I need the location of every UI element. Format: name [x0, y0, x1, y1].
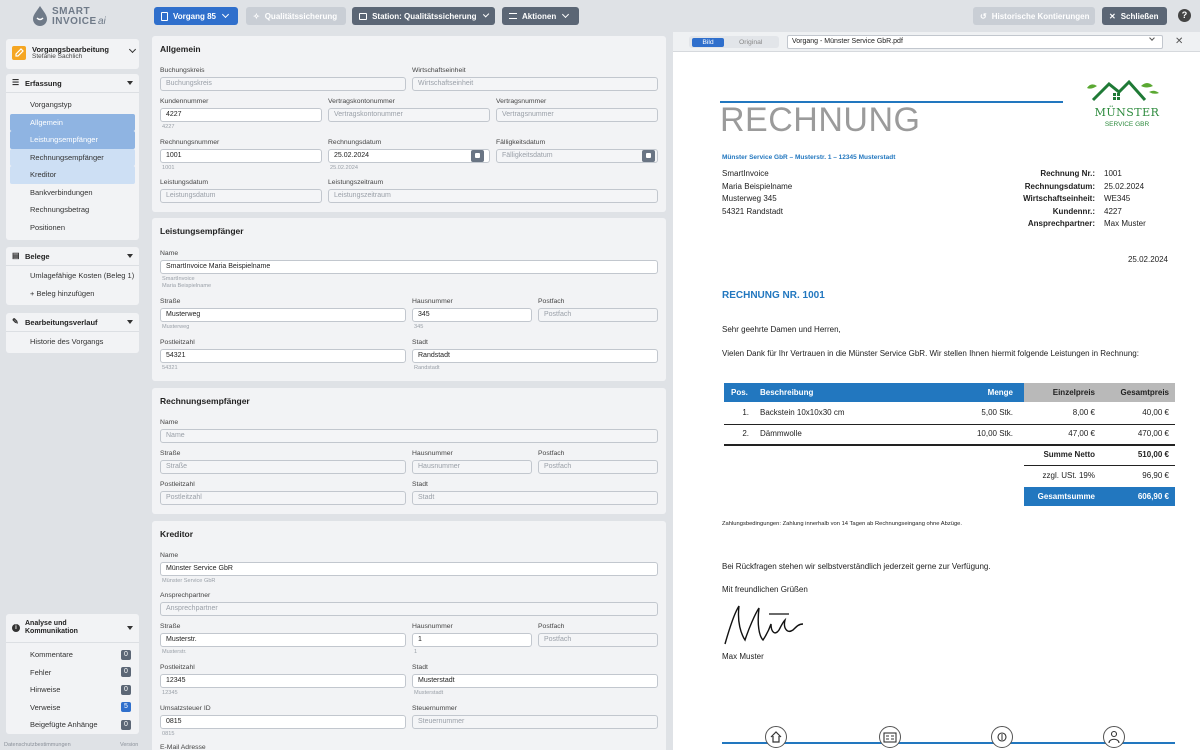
field-hint: 25.02.2024	[330, 165, 358, 171]
field-hint: 12345	[162, 690, 178, 696]
stadt-input[interactable]: Randstadt	[412, 349, 658, 363]
logo-name: MÜNSTER	[1094, 106, 1160, 119]
cell-qty: 10,00 Stk.	[976, 429, 1013, 438]
file-select[interactable]	[787, 35, 1163, 49]
field-label: Stadt	[412, 339, 428, 346]
field-hint: 1001	[162, 165, 175, 171]
sidebar-item-historie[interactable]: Historie des Vorgangs	[30, 337, 104, 347]
caret-down-icon	[127, 626, 133, 630]
calendar-icon[interactable]	[642, 150, 655, 162]
th-total: Gesamtpreis	[1120, 388, 1169, 397]
ust-id-input[interactable]: 0815	[160, 715, 406, 729]
th-desc: Beschreibung	[760, 388, 814, 397]
field-label: Name	[160, 419, 179, 426]
buchungskreis-input[interactable]: Buchungskreis	[160, 77, 406, 91]
cell-total: 470,00 €	[1137, 429, 1169, 438]
sidebar-item-kreditor[interactable]: Kreditor	[10, 166, 135, 184]
verlauf-title: Bearbeitungsverlauf	[25, 317, 98, 327]
field-label: Hausnummer	[412, 298, 453, 305]
meta-key: Wirtschaftseinheit:	[1023, 194, 1095, 203]
verlauf-card	[6, 313, 139, 353]
signature	[719, 600, 815, 648]
plz-input[interactable]: 54321	[160, 349, 406, 363]
field-label: Hausnummer	[412, 450, 453, 457]
vertragskonto-input[interactable]: Vertragskontonummer	[328, 108, 490, 122]
field-label: Rechnungsdatum	[328, 139, 382, 146]
sidebar-item-hinweise[interactable]	[10, 681, 135, 699]
privacy-link[interactable]: Datenschutzbestimmungen	[4, 742, 71, 748]
closing-line: Bei Rückfragen stehen wir selbstverständlich jederzeit gerne zur Verfügung.	[722, 562, 991, 571]
field-hint: 4227	[162, 124, 175, 130]
document-viewer	[673, 32, 1200, 750]
strasse-input[interactable]: Musterweg	[160, 308, 406, 322]
logo-sub: SERVICE GBR	[1104, 121, 1150, 128]
field-label: Fälligkeitsdatum	[496, 139, 546, 146]
field-hint: Musterweg	[162, 324, 190, 330]
meta-key: Rechnungsdatum:	[1024, 181, 1095, 191]
analyse-card	[6, 614, 139, 734]
field-hint: 345	[414, 324, 424, 330]
recipient-line: SmartInvoice	[722, 169, 769, 178]
cell-unit: 8,00 €	[1072, 408, 1095, 417]
close-label: Schließen	[1120, 11, 1159, 21]
sidebar-item-verweise[interactable]	[10, 699, 135, 717]
section-title: Rechnungsempfänger	[160, 396, 250, 406]
greeting: Sehr geehrte Damen und Herren,	[722, 325, 841, 334]
leistungszeitraum-input[interactable]: Leistungszeitraum	[328, 189, 658, 203]
field-hint: 54321	[162, 365, 178, 371]
qs-label: Qualitätssicherung	[264, 11, 338, 21]
allgemein-section	[152, 36, 666, 212]
sparkle-icon: ✧	[253, 11, 260, 21]
field-label: Postleitzahl	[160, 339, 195, 346]
ust-value: 96,90 €	[1142, 471, 1169, 480]
netto-value: 510,00 €	[1137, 450, 1169, 459]
payment-terms: Zahlungsbedingungen: Zahlung innerhalb von 14 Tagen ab Rechnungseingang ohne Abzüge.	[722, 521, 963, 527]
station-label: Station: Qualitätssicherung	[372, 11, 477, 21]
row-divider	[724, 424, 1175, 425]
field-label: Postfach	[538, 450, 565, 457]
field-label: E-Mail Adresse	[160, 744, 206, 750]
leistungsempfaenger-section	[152, 218, 666, 381]
sidebar-item-positionen[interactable]: Positionen	[30, 222, 66, 232]
verlauf-header[interactable]	[6, 313, 139, 331]
chevron-down-icon	[562, 11, 569, 18]
aktionen-dropdown[interactable]	[502, 7, 579, 25]
wirtschaftseinheit-input[interactable]: Wirtschaftseinheit	[412, 77, 658, 91]
sidebar-item-kommentare[interactable]	[10, 646, 135, 664]
name-input[interactable]: SmartInvoice Maria Beispielname	[160, 260, 658, 274]
contact-card-icon	[879, 726, 901, 748]
meta-value: WE345	[1104, 194, 1131, 203]
edit-icon	[12, 46, 26, 60]
field-label: Straße	[160, 298, 181, 305]
person-icon	[1103, 726, 1125, 748]
station-icon	[359, 13, 367, 20]
field-label: Stadt	[412, 481, 428, 488]
field-label: Straße	[160, 623, 181, 630]
field-label: Kundennummer	[160, 98, 209, 105]
recipient-line: Musterweg 345	[722, 194, 777, 203]
erfassung-card	[6, 74, 139, 240]
field-label: Rechnungsnummer	[160, 139, 220, 146]
th-pos: Pos.	[731, 388, 748, 397]
invoice-date: 25.02.2024	[1127, 255, 1168, 264]
top-bar	[0, 0, 1200, 32]
belege-header[interactable]	[6, 247, 139, 265]
field-label: Vertragsnummer	[496, 98, 547, 105]
chevron-down-icon	[129, 46, 136, 53]
section-title: Allgemein	[160, 44, 201, 54]
stadt-input[interactable]: Musterstadt	[412, 674, 658, 688]
ust-label: zzgl. USt. 19%	[1042, 471, 1095, 480]
meta-value: 25.02.2024	[1104, 181, 1145, 191]
sidebar-item-anhaenge[interactable]	[10, 716, 135, 734]
th-unit: Einzelpreis	[1052, 388, 1095, 397]
kreditor-section	[152, 521, 666, 750]
field-label: Hausnummer	[412, 623, 453, 630]
kommentare-label: Kommentare	[30, 650, 73, 660]
smartinvoice-logo	[30, 4, 112, 28]
field-label: Postleitzahl	[160, 481, 195, 488]
count-badge: 0	[121, 667, 131, 677]
rechnungsnummer-input[interactable]: 1001	[160, 149, 322, 163]
schliessen-button[interactable]	[1102, 7, 1167, 25]
analyse-header[interactable]	[6, 614, 139, 642]
sidebar-item-rechnungsbetrag[interactable]: Rechnungsbetrag	[30, 205, 90, 215]
home-icon	[765, 726, 787, 748]
field-hint: SmartInvoice	[162, 276, 195, 282]
logo-line1: SMART	[52, 6, 91, 17]
field-label: Ansprechpartner	[160, 592, 211, 599]
sidebar-item-vorgangstyp[interactable]: Vorgangstyp	[30, 100, 72, 110]
meta-key: Ansprechpartner:	[1027, 219, 1095, 228]
postfach-input[interactable]: Postfach	[538, 308, 658, 322]
list-icon: ☰	[12, 78, 20, 87]
invoice-heading: RECHNUNG	[720, 101, 921, 139]
analyse-title: Analyse und Kommunikation	[25, 620, 78, 635]
erfassung-title: Erfassung	[25, 78, 62, 88]
chevron-down-icon	[222, 11, 229, 18]
name-input[interactable]: Münster Service GbR	[160, 562, 658, 576]
viewer-toolbar	[673, 32, 1200, 52]
field-label: Leistungsdatum	[160, 179, 208, 186]
help-icon[interactable]: ?	[1178, 9, 1191, 22]
name-input[interactable]: Name	[160, 429, 658, 443]
caret-down-icon	[127, 81, 133, 85]
edit-history-icon: ✎	[12, 317, 19, 326]
stadt-input[interactable]: Stadt	[412, 491, 658, 505]
intro-text: Vielen Dank für Ihr Vertrauen in die Münster Service GbR. Wir stellen Ihnen hiermit folgende Leistungen in Rechnung:	[722, 349, 1139, 358]
plz-input[interactable]: 12345	[160, 674, 406, 688]
netto-label: Summe Netto	[1043, 450, 1095, 459]
cell-pos: 1.	[742, 408, 749, 417]
recipient-line: 54321 Randstadt	[722, 206, 783, 216]
ansprechpartner-input[interactable]: Ansprechpartner	[160, 602, 658, 616]
meta-key: Rechnung Nr.:	[1040, 169, 1095, 178]
qualitaetssicherung-button[interactable]	[246, 7, 346, 25]
field-hint: Randstadt	[414, 365, 440, 371]
sidebar-item-leistungsempfaenger[interactable]: Leistungsempfänger	[10, 131, 135, 149]
file-select-value: Vorgang - Münster Service GbR.pdf	[792, 38, 903, 45]
field-label: Leistungszeitraum	[328, 179, 384, 186]
strasse-input[interactable]: Straße	[160, 460, 406, 474]
field-label: Umsatzsteuer ID	[160, 705, 211, 712]
view-mode-toggle	[689, 36, 779, 48]
count-badge: 0	[121, 720, 131, 730]
logo-suffix: ai	[98, 16, 106, 27]
meta-key: Kundennr.:	[1052, 206, 1095, 216]
field-hint: 1	[414, 649, 418, 655]
field-label: Wirtschaftseinheit	[412, 67, 466, 74]
sender-line: Münster Service GbR – Musterstr. 1 – 12345 Musterstadt	[722, 154, 896, 161]
strasse-input[interactable]: Musterstr.	[160, 633, 406, 647]
kundennummer-input[interactable]: 4227	[160, 108, 322, 122]
gesamt-label: Gesamtsumme	[1037, 492, 1095, 501]
tab-original[interactable]: Original	[739, 38, 763, 46]
cell-pos: 2.	[742, 429, 749, 438]
menu-icon	[509, 13, 517, 19]
steuernummer-input[interactable]: Steuernummer	[412, 715, 658, 729]
sidebar-item-beleg-1[interactable]: Umlagefähige Kosten (Beleg 1)	[30, 271, 135, 281]
muenster-logo	[1079, 74, 1175, 134]
cell-desc: Backstein 10x10x30 cm	[760, 408, 845, 417]
historische-kontierungen-button[interactable]	[973, 7, 1095, 25]
rechnungsempfaenger-section	[152, 388, 666, 514]
money-icon	[991, 726, 1013, 748]
field-hint: Musterstadt	[414, 690, 444, 696]
chevron-down-icon	[1149, 35, 1155, 41]
meta-value: 1001	[1104, 169, 1122, 178]
chevron-down-icon	[482, 11, 489, 18]
field-hint: 0815	[162, 731, 175, 737]
fehler-label: Fehler	[30, 667, 52, 677]
gesamt-value: 606,90 €	[1137, 492, 1169, 501]
field-label: Stadt	[412, 664, 428, 671]
tab-bild[interactable]: Bild	[692, 38, 724, 47]
sidebar-item-bankverbindungen[interactable]: Bankverbindungen	[30, 187, 93, 197]
invoice-subject: RECHNUNG NR. 1001	[722, 290, 825, 301]
field-label: Buchungskreis	[160, 67, 205, 74]
cell-unit: 47,00 €	[1068, 429, 1095, 438]
close-icon: ✕	[1109, 11, 1116, 21]
document-icon	[161, 12, 168, 21]
field-label: Straße	[160, 450, 181, 457]
logo-line2: INVOICE	[52, 16, 97, 27]
hausnummer-input[interactable]: 1	[412, 633, 532, 647]
postfach-input[interactable]: Postfach	[538, 460, 658, 474]
station-dropdown[interactable]	[352, 7, 495, 25]
count-badge: 5	[121, 702, 131, 712]
house-logo-icon	[1079, 74, 1175, 106]
field-hint: Münster Service GbR	[162, 578, 216, 584]
user-card[interactable]	[6, 39, 139, 69]
anhaenge-label: Beigefügte Anhänge	[30, 720, 98, 730]
hinweise-label: Hinweise	[30, 685, 61, 695]
field-hint: Musterstr.	[162, 649, 187, 655]
belege-title: Belege	[25, 251, 50, 261]
belege-card	[6, 247, 139, 305]
sidebar-item-fehler[interactable]	[10, 664, 135, 682]
vertragsnummer-input[interactable]: Vertragsnummer	[496, 108, 658, 122]
th-qty: Menge	[987, 388, 1013, 397]
leistungsdatum-input[interactable]: Leistungsdatum	[160, 189, 322, 203]
vorgang-label: Vorgang 85	[173, 11, 216, 21]
row-divider	[724, 444, 1175, 446]
sidebar-item-allgemein[interactable]: Allgemein	[10, 114, 135, 132]
postfach-input[interactable]: Postfach	[538, 633, 658, 647]
user-card-title: Vorgangsbearbeitung	[32, 45, 109, 54]
add-beleg-link[interactable]: + Beleg hinzufügen	[30, 288, 95, 298]
field-label: Steuernummer	[412, 705, 457, 712]
row-divider	[1024, 465, 1175, 466]
sidebar-item-rechnungsempfaenger[interactable]: Rechnungsempfänger	[10, 149, 135, 167]
history-label: Historische Kontierungen	[991, 11, 1090, 21]
caret-down-icon	[127, 254, 133, 258]
rechnungsdatum-input[interactable]: 25.02.2024	[328, 149, 490, 163]
meta-value: Max Muster	[1104, 219, 1146, 228]
field-hint: Maria Beispielname	[162, 283, 212, 289]
signer-name: Max Muster	[722, 652, 764, 661]
hausnummer-input[interactable]: 345	[412, 308, 532, 322]
aktionen-label: Aktionen	[522, 11, 557, 21]
verweise-label: Verweise	[30, 702, 61, 712]
version-text: Version	[120, 742, 139, 748]
count-badge: 0	[121, 650, 131, 660]
field-label: Postfach	[538, 298, 565, 305]
cell-desc: Dämmwolle	[760, 429, 802, 438]
section-title: Kreditor	[160, 529, 194, 539]
section-title: Leistungsempfänger	[160, 226, 244, 236]
count-badge: 0	[121, 685, 131, 695]
erfassung-header[interactable]	[6, 74, 139, 92]
field-label: Postfach	[538, 623, 565, 630]
cell-total: 40,00 €	[1142, 408, 1169, 417]
calendar-icon[interactable]	[471, 150, 484, 162]
field-label: Vertragskontonummer	[328, 98, 395, 105]
meta-value: 4227	[1104, 206, 1122, 216]
vorgang-dropdown[interactable]	[154, 7, 238, 25]
info-icon: i	[12, 624, 20, 632]
receipt-icon: ▤	[12, 251, 20, 260]
invoice-page	[673, 52, 1200, 750]
user-name: Stefanie Sachlich	[32, 53, 83, 60]
history-icon: ↺	[980, 11, 987, 21]
field-label: Postleitzahl	[160, 664, 195, 671]
hausnummer-input[interactable]: Hausnummer	[412, 460, 532, 474]
caret-down-icon	[127, 320, 133, 324]
faelligkeit-input[interactable]: Fälligkeitsdatum	[496, 149, 658, 163]
cell-qty: 5,00 Stk.	[981, 408, 1013, 417]
field-label: Name	[160, 250, 179, 257]
plz-input[interactable]: Postleitzahl	[160, 491, 406, 505]
recipient-line: Maria Beispielname	[722, 181, 793, 191]
field-label: Name	[160, 552, 179, 559]
close-viewer-icon[interactable]: ✕	[1175, 36, 1184, 47]
closing-greeting: Mit freundlichen Grüßen	[722, 585, 808, 594]
